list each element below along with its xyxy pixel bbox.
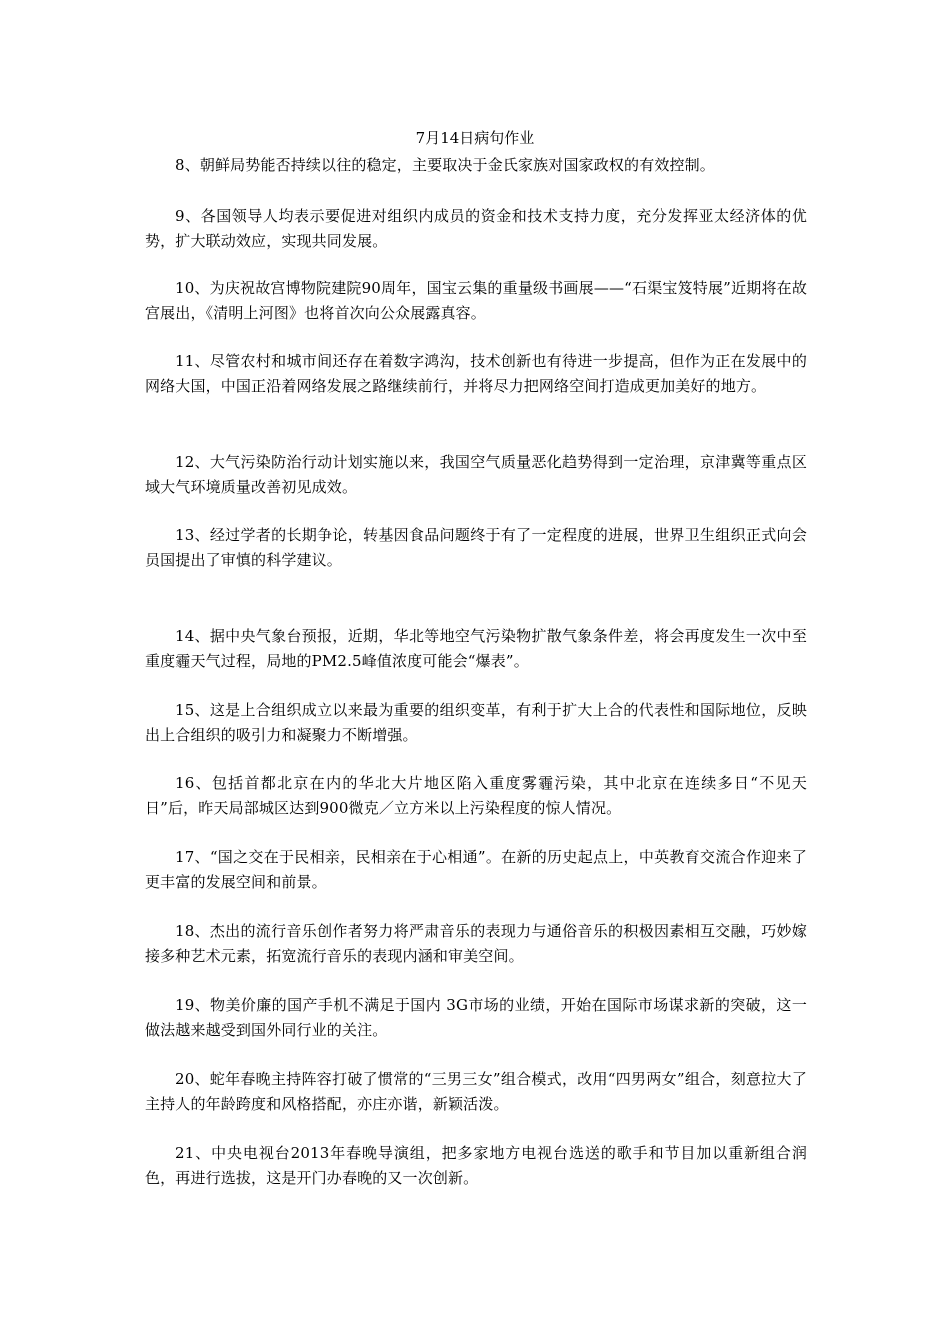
sentence-item-8: 8、朝鲜局势能否持续以往的稳定，主要取决于金氏家族对国家政权的有效控制。: [175, 156, 715, 174]
sentence-item-15: 15、这是上合组织成立以来最为重要的组织变革，有利于扩大上合的代表性和国际地位，反映出上合组织的吸引力和凝聚力不断增强。: [145, 701, 807, 744]
sentence-item-13: 13、经过学者的长期争论，转基因食品问题终于有了一定程度的进展，世界卫生组织正式向会员国提出了审慎的科学建议。: [145, 526, 807, 569]
sentence-item-21: 21、中央电视台2013年春晚导演组，把多家地方电视台选送的歌手和节目加以重新组合润色，再进行选拔，这是开门办春晚的又一次创新。: [145, 1144, 807, 1187]
sentence-item-20: 20、蛇年春晚主持阵容打破了惯常的“三男三女”组合模式，改用“四男两女”组合，刻意拉大了主持人的年龄跨度和风格搭配，亦庄亦谐，新颖活泼。: [145, 1070, 807, 1113]
sentence-item-12: 12、大气污染防治行动计划实施以来，我国空气质量恶化趋势得到一定治理，京津冀等重点区域大气环境质量改善初见成效。: [145, 453, 807, 496]
sentence-item-9: 9、各国领导人均表示要促进对组织内成员的资金和技术支持力度，充分发挥亚太经济体的优势，扩大联动效应，实现共同发展。: [145, 207, 807, 250]
sentence-item-11: 11、尽管农村和城市间还存在着数字鸿沟，技术创新也有待进一步提高，但作为正在发展中的网络大国，中国正沿着网络发展之路继续前行，并将尽力把网络空间打造成更加美好的地方。: [145, 352, 807, 395]
sentence-item-19: 19、物美价廉的国产手机不满足于国内 3G市场的业绩，开始在国际市场谋求新的突破，这一做法越来越受到国外同行业的关注。: [145, 996, 807, 1039]
sentence-item-17: 17、“国之交在于民相亲，民相亲在于心相通”。在新的历史起点上，中英教育交流合作迎来了更丰富的发展空间和前景。: [145, 848, 807, 891]
sentence-item-10: 10、为庆祝故宫博物院建院90周年，国宝云集的重量级书画展——“石渠宝笈特展”近期将在故宫展出，《清明上河图》也将首次向公众展露真容。: [145, 279, 807, 322]
page-title: 7月14日病句作业: [415, 129, 535, 147]
sentence-item-14: 14、据中央气象台预报，近期，华北等地空气污染物扩散气象条件差，将会再度发生一次中至重度霾天气过程，局地的PM2.5峰值浓度可能会“爆表”。: [145, 627, 807, 670]
sentence-item-16: 16、包括首都北京在内的华北大片地区陷入重度雾霾污染，其中北京在连续多日“不见天日”后，昨天局部城区达到900微克／立方米以上污染程度的惊人情况。: [145, 774, 807, 817]
sentence-item-18: 18、杰出的流行音乐创作者努力将严肃音乐的表现力与通俗音乐的积极因素相互交融，巧妙嫁接多种艺术元素，拓宽流行音乐的表现内涵和审美空间。: [145, 922, 807, 965]
